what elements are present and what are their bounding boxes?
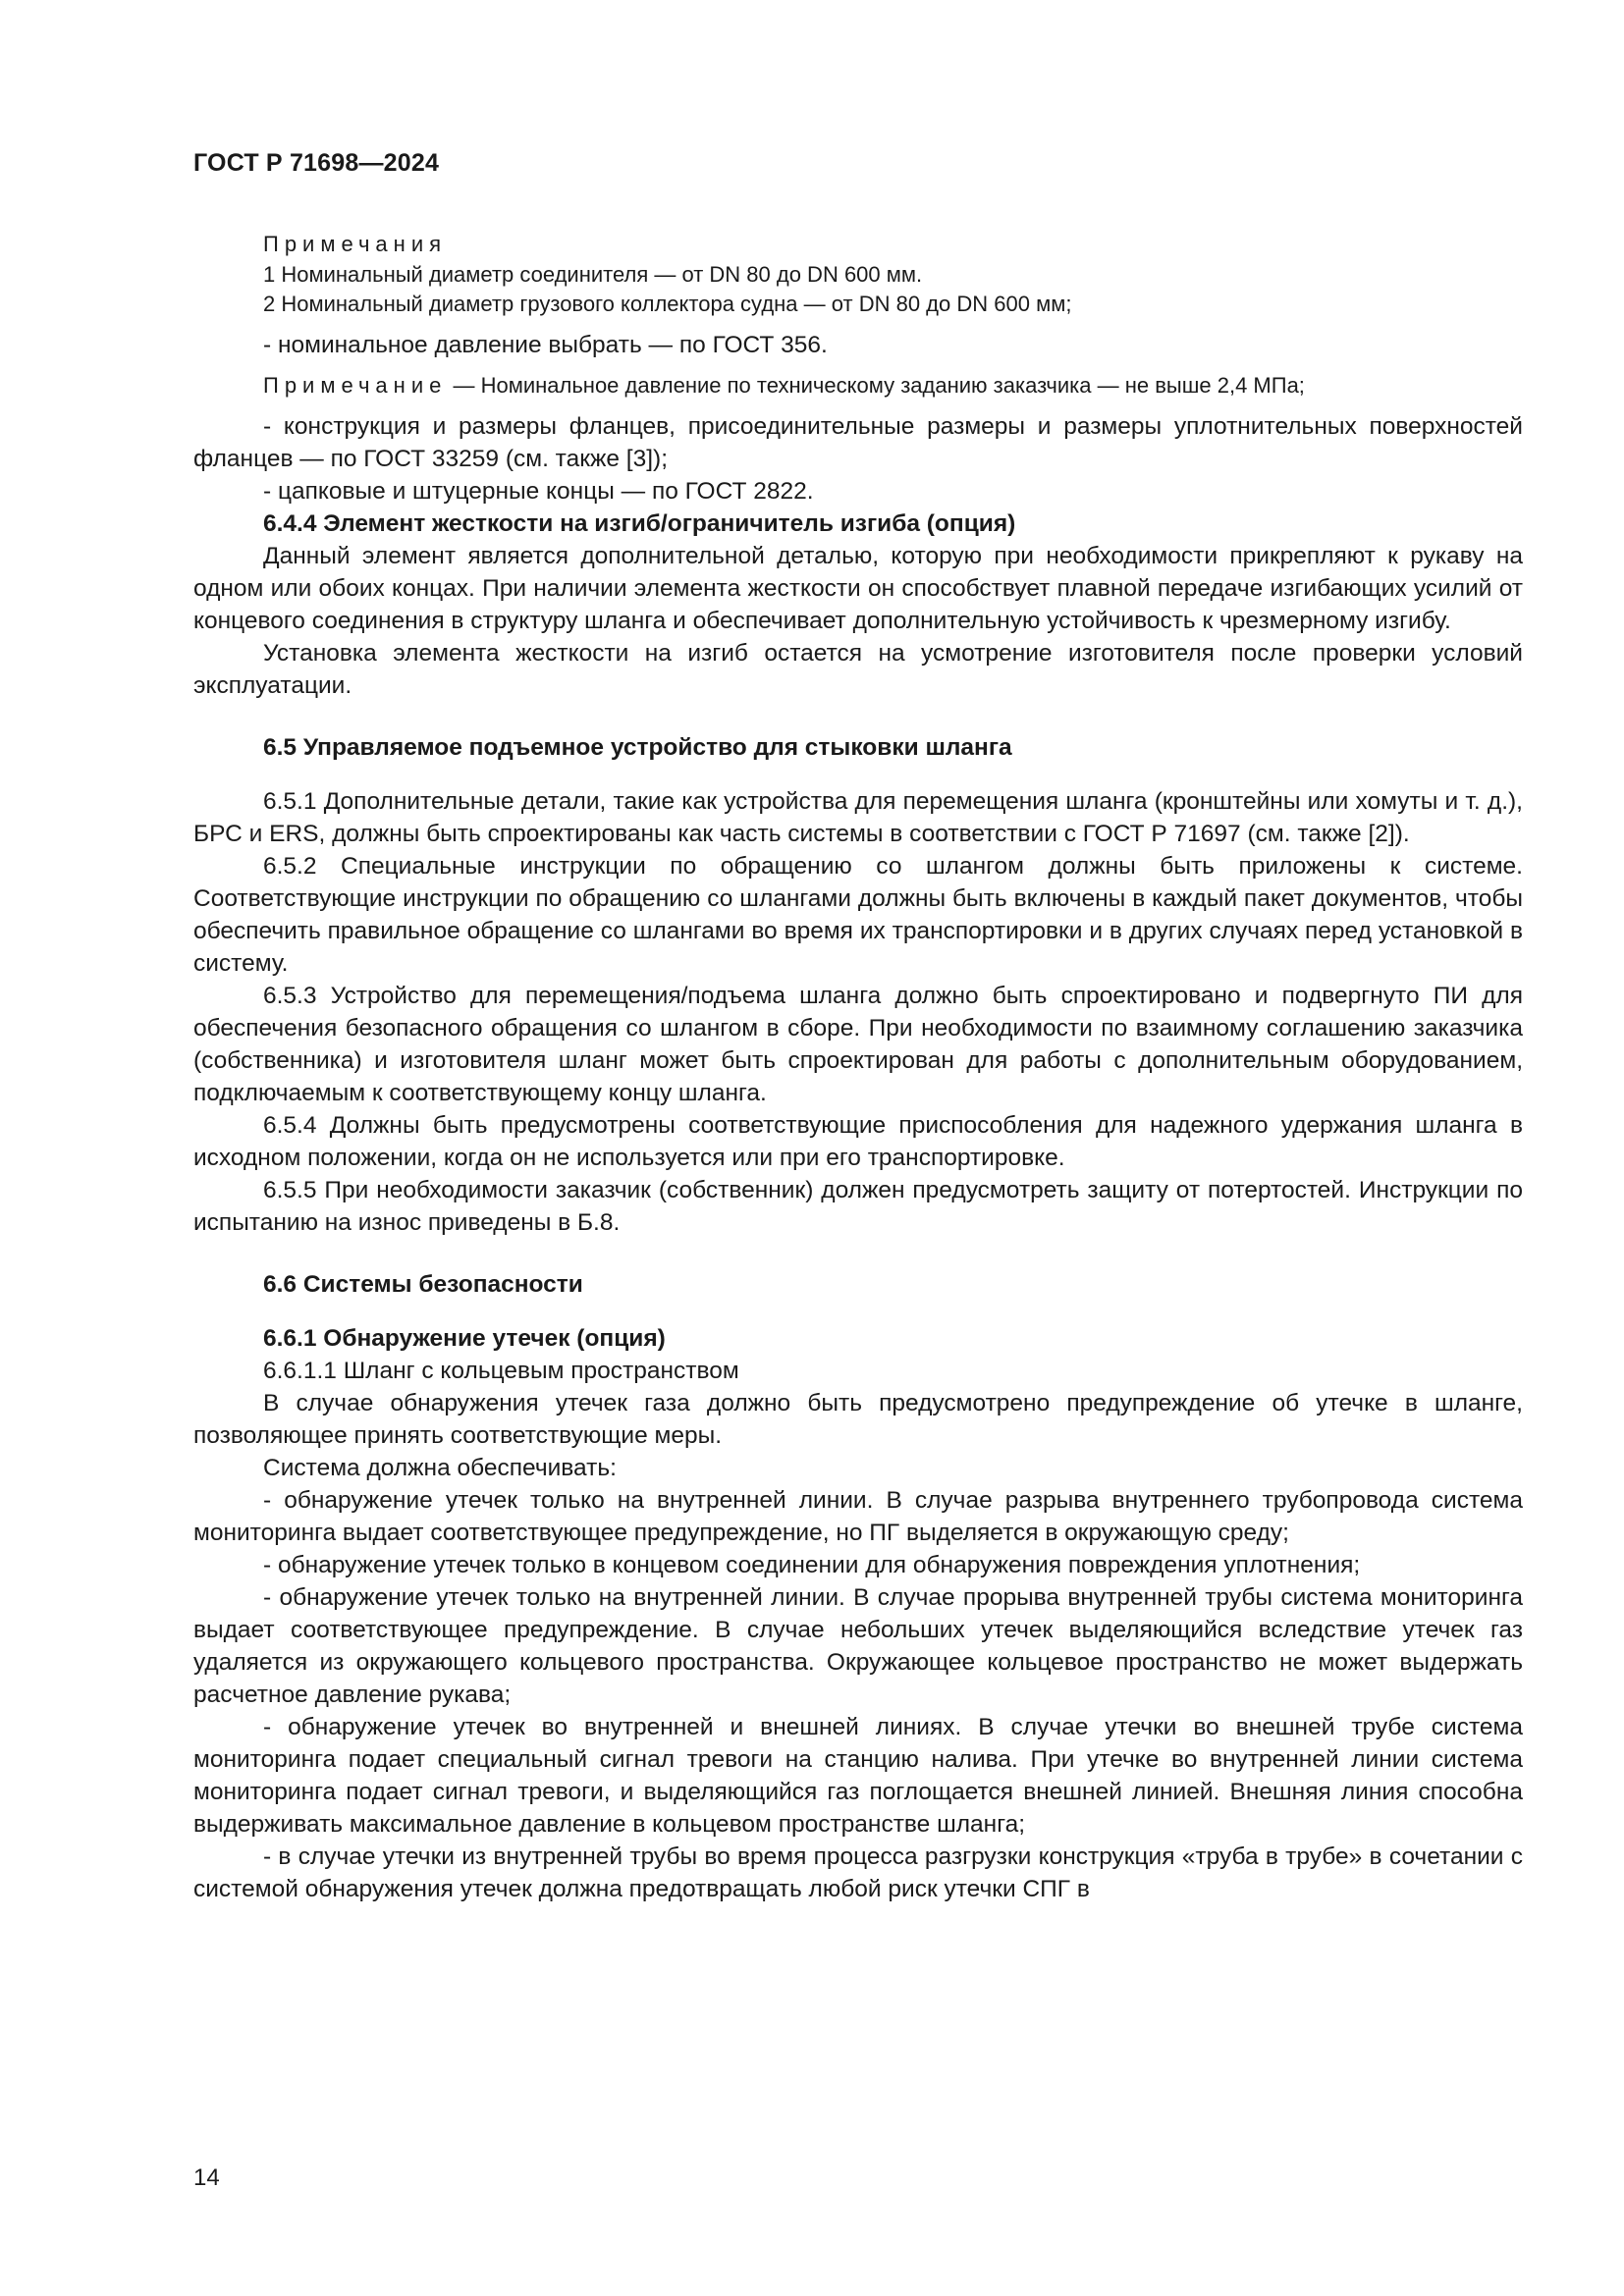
page-number: 14 — [193, 2164, 220, 2191]
section-6-4-4-paragraph: Установка элемента жесткости на изгиб остается на усмотрение изготовителя после проверки условий эксплуатации. — [193, 640, 1523, 699]
note-item-1: 1 Номинальный диаметр соединителя — от DN 80 до DN 600 мм. — [263, 262, 923, 287]
section-6-5-title: 6.5 Управляемое подъемное устройство для стыковки шланга — [263, 734, 1012, 761]
section-6-6-1-paragraph: В случае обнаружения утечек газа должно быть предусмотрено предупреждение об утечке в шланге, позволяющее принять соответствующие меры. — [193, 1390, 1523, 1449]
pressure-note-label: Примечание — [263, 373, 448, 398]
section-6-6-1-1-subtitle: 6.6.1.1 Шланг с кольцевым пространством — [263, 1358, 739, 1384]
pressure-note — [193, 371, 1523, 400]
section-6-6-1-list-item: - обнаружение утечек только на внутренней линии. В случае разрыва внутреннего трубопровода система мониторинга выдает соответствующее предупреждение, но ПГ выделяется в окружающую среду; — [193, 1487, 1523, 1546]
section-6-4-4-title: 6.4.4 Элемент жесткости на изгиб/ограничитель изгиба (опция) — [263, 510, 1016, 537]
section-6-5-paragraph: 6.5.1 Дополнительные детали, такие как устройства для перемещения шланга (кронштейны или хомуты и т. д.), БРС и ERS, должны быть спроектированы как часть системы в соответствии с ГОСТ Р 71697 (см. также [2]). — [193, 788, 1523, 847]
flanges-item-1: - конструкция и размеры фланцев, присоединительные размеры и размеры уплотнительных поверхностей фланцев — по ГОСТ 33259 (см. также [3]); — [193, 413, 1523, 472]
section-6-6-1-list-item: - обнаружение утечек только в концевом соединении для обнаружения повреждения уплотнения; — [263, 1552, 1361, 1578]
section-6-6-1-list-item: - в случае утечки из внутренней трубы во время процесса разгрузки конструкция «труба в трубе» в сочетании с системой обнаружения утечек должна предотвращать любой риск утечки СПГ в — [193, 1843, 1523, 1902]
section-6-6-1-paragraph: Система должна обеспечивать: — [263, 1455, 617, 1481]
section-6-6-1-title: 6.6.1 Обнаружение утечек (опция) — [263, 1325, 666, 1352]
section-6-6-1-list-item: - обнаружение утечек во внутренней и внешней линиях. В случае утечки во внешней трубе система мониторинга подает специальный сигнал тревоги на станцию налива. При утечке во внутренней линии система мониторинга подает сигнал тревоги, и выделяющийся газ поглощается внешней линией. Внешняя линия способна выдерживать максимальное давление в кольцевом пространстве шланга; — [193, 1714, 1523, 1838]
pressure-line: - номинальное давление выбрать — по ГОСТ 356. — [263, 332, 828, 358]
section-6-6-1-list-item: - обнаружение утечек только на внутренней линии. В случае прорыва внутренней трубы система мониторинга выдает соответствующее предупреждение. В случае небольших утечек выделяющийся вследствие утечек газ удаляется из окружающего кольцевого пространства. Окружающее кольцевое пространство не может выдержать расчетное давление рукава; — [193, 1584, 1523, 1708]
section-6-5-paragraph: 6.5.2 Специальные инструкции по обращению со шлангом должны быть приложены к системе. Соответствующие инструкции по обращению со шлангами должны быть включены в каждый пакет документов, чтобы обеспечить правильное обращение со шлангами во время их транспортировки и в других случаях перед установкой в систему. — [193, 853, 1523, 977]
section-6-5-paragraph: 6.5.3 Устройство для перемещения/подъема шланга должно быть спроектировано и подвергнуто ПИ для обеспечения безопасного обращения со шлангом в сборе. При необходимости по взаимному соглашению заказчика (собственника) и изготовителя шланг может быть спроектирован для работы с дополнительным оборудованием, подключаемым к соответствующему концу шланга. — [193, 983, 1523, 1106]
section-6-6-title: 6.6 Системы безопасности — [263, 1271, 583, 1298]
section-6-5-paragraph: 6.5.4 Должны быть предусмотрены соответствующие приспособления для надежного удержания шланга в исходном положении, когда он не используется или при его транспортировке. — [193, 1112, 1523, 1171]
notes-title: Примечания — [263, 232, 448, 256]
pressure-note-text: — Номинальное давление по техническому заданию заказчика — не выше 2,4 МПа; — [447, 373, 1305, 398]
document-body — [193, 228, 1523, 1905]
document-code-header: ГОСТ Р 71698—2024 — [193, 149, 440, 177]
flanges-item-2: - цапковые и штуцерные концы — по ГОСТ 2822. — [263, 478, 814, 505]
note-item-2: 2 Номинальный диаметр грузового коллектора судна — от DN 80 до DN 600 мм; — [263, 292, 1072, 316]
section-6-4-4-paragraph: Данный элемент является дополнительной деталью, которую при необходимости прикрепляют к рукаву на одном или обоих концах. При наличии элемента жесткости он способствует плавной передаче изгибающих усилий от концевого соединения в структуру шланга и обеспечивает дополнительную устойчивость к чрезмерному изгибу. — [193, 543, 1523, 634]
section-6-5-paragraph: 6.5.5 При необходимости заказчик (собственник) должен предусмотреть защиту от потертостей. Инструкции по испытанию на износ приведены в Б.8. — [193, 1177, 1523, 1236]
